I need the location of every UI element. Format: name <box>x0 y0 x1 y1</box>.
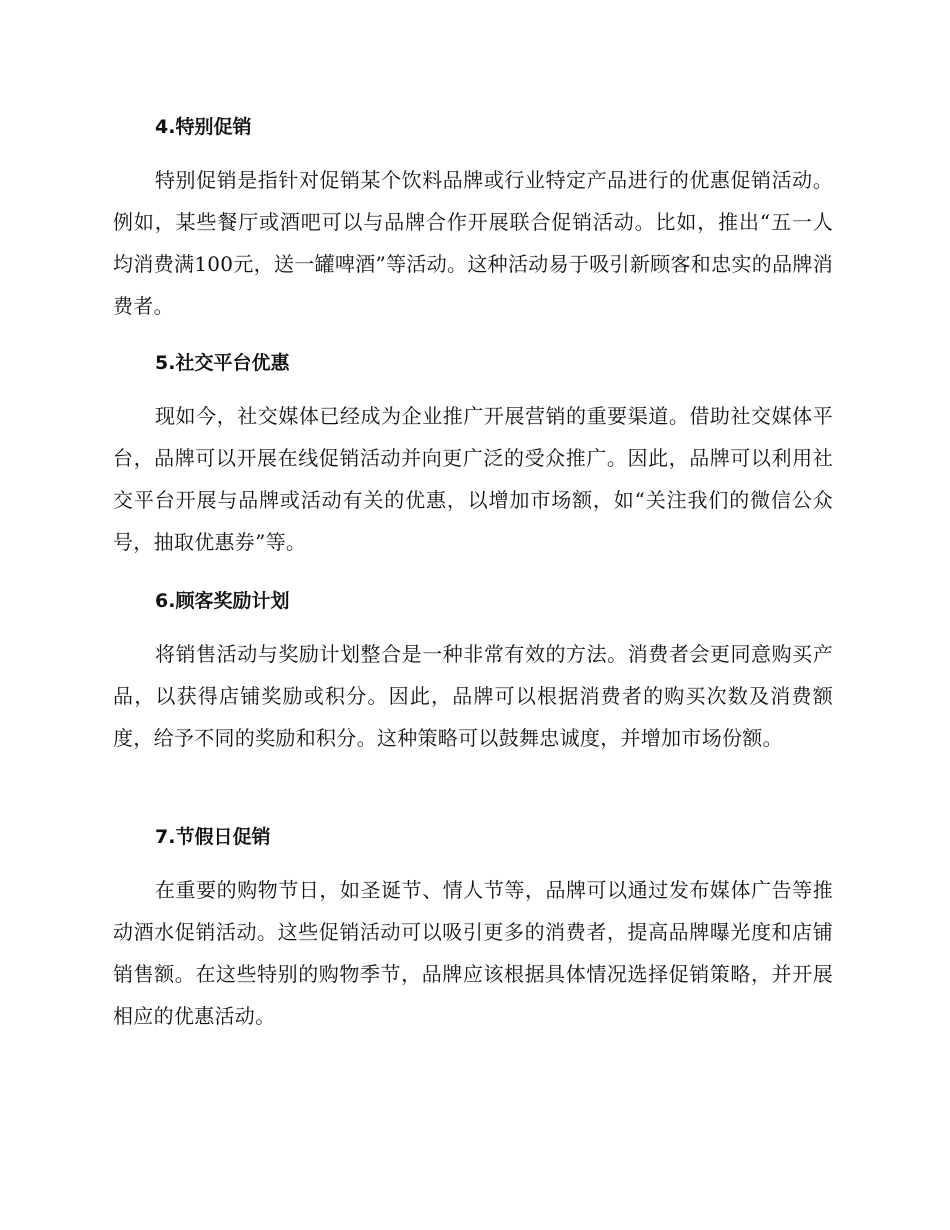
section-heading: 6.顾客奖励计划 <box>155 590 290 612</box>
section-heading: 5.社交平台优惠 <box>155 352 290 374</box>
section-special-promotion <box>113 114 833 327</box>
section-holiday-promotion <box>113 824 833 1037</box>
section-social-platform-offers <box>113 350 833 563</box>
section-paragraph: 在重要的购物节日，如圣诞节、情人节等，品牌可以通过发布媒体广告等推动酒水促销活动。这些促销活动可以吸引更多的消费者，提高品牌曝光度和店铺销售额。在这些特别的购物季节，品牌应该根据具体情况选择促销策略，并开展相应的优惠活动。 <box>113 878 833 1028</box>
section-paragraph: 现如今，社交媒体已经成为企业推广开展营销的重要渠道。借助社交媒体平台，品牌可以开展在线促销活动并向更广泛的受众推广。因此，品牌可以利用社交平台开展与品牌或活动有关的优惠，以增加市场额，如“关注我们的微信公众号，抽取优惠券”等。 <box>113 404 833 554</box>
section-paragraph: 将销售活动与奖励计划整合是一种非常有效的方法。消费者会更同意购买产品，以获得店铺奖励或积分。因此，品牌可以根据消费者的购买次数及消费额度，给予不同的奖励和积分。这种策略可以鼓舞忠诚度，并增加市场份额。 <box>113 642 833 750</box>
section-paragraph: 特别促销是指针对促销某个饮料品牌或行业特定产品进行的优惠促销活动。例如，某些餐厅或酒吧可以与品牌合作开展联合促销活动。比如，推出“五一人均消费满100元，送一罐啤酒”等活动。这种活动易于吸引新顾客和忠实的品牌消费者。 <box>113 168 833 318</box>
section-heading: 4.特别促销 <box>155 116 252 138</box>
section-heading: 7.节假日促销 <box>155 826 271 848</box>
section-customer-reward-program <box>113 588 833 759</box>
